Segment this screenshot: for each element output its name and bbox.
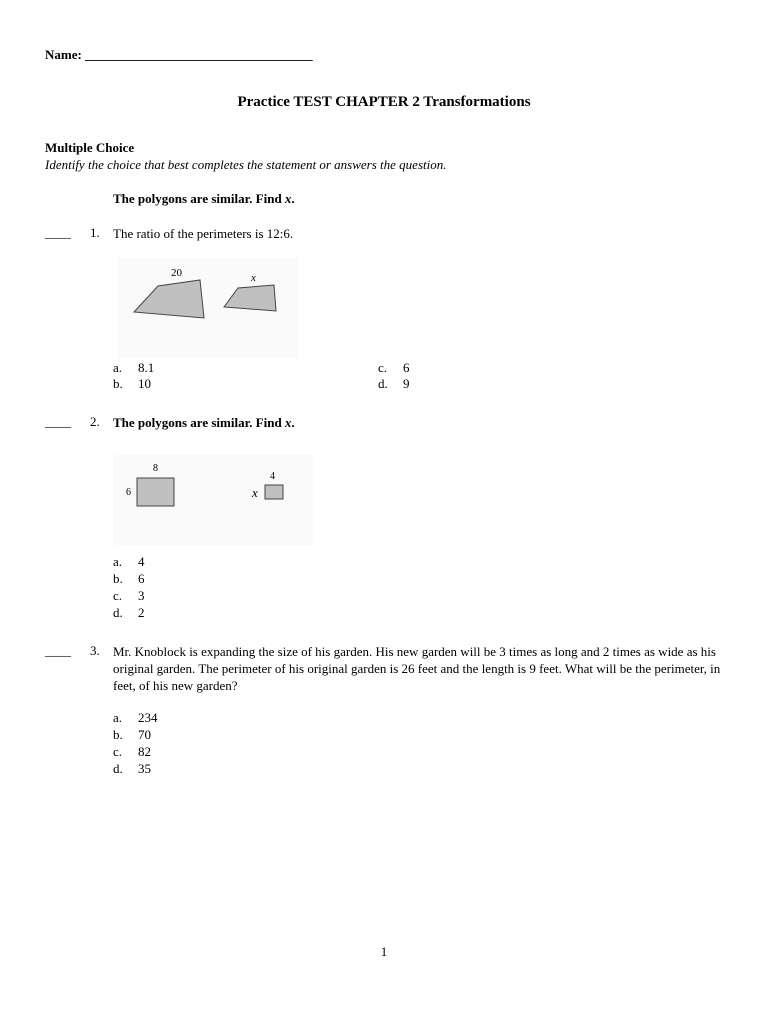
answer-blank: ____ <box>45 225 71 240</box>
figure-label: x <box>251 272 256 284</box>
option-c[interactable] <box>113 744 151 760</box>
option-value: 6 <box>403 360 410 375</box>
figure-label: x <box>252 485 258 500</box>
page-number: 1 <box>380 944 388 959</box>
option-letter: c. <box>378 360 388 375</box>
section-heading: Multiple Choice <box>45 140 135 155</box>
small-quadrilateral <box>224 285 276 311</box>
question-text: Mr. Knoblock is expanding the size of his garden. His new garden will be 3 times as long and 2 times as wide as his original garden. The perimeter of his original garden is 26 feet and the length is 9 feet. What will be the perimeter, in feet, of his new garden? <box>113 644 721 693</box>
question-text: The polygons are similar. Find x. <box>113 415 295 430</box>
option-d[interactable] <box>113 605 145 621</box>
large-quadrilateral <box>134 280 204 318</box>
answer-blank: ____ <box>45 643 71 658</box>
question-text: The ratio of the perimeters is 12:6. <box>113 226 294 241</box>
large-rectangle <box>137 478 174 506</box>
option-letter: d. <box>378 376 388 391</box>
answer-blank: ____ <box>45 414 71 429</box>
figure-label: 20 <box>171 267 182 279</box>
option-value: 234 <box>138 710 158 725</box>
option-letter: a. <box>113 710 123 725</box>
option-letter: d. <box>113 605 123 620</box>
name-blank: ___________________________________ <box>85 47 313 62</box>
option-letter: b. <box>113 727 123 742</box>
option-value: 9 <box>403 376 410 391</box>
question-number: 3. <box>90 643 100 658</box>
question-number: 2. <box>90 414 100 429</box>
option-letter: c. <box>113 588 123 603</box>
section-instruction: Identify the choice that best completes the statement or answers the question. <box>45 157 447 172</box>
option-value: 2 <box>138 605 145 620</box>
option-letter: b. <box>113 376 123 391</box>
option-a[interactable] <box>113 554 145 570</box>
option-letter: b. <box>113 571 123 586</box>
question-2-figure <box>113 455 313 545</box>
option-letter: d. <box>113 761 123 776</box>
figure-label: 4 <box>270 471 275 482</box>
option-a[interactable] <box>113 710 158 726</box>
option-letter: c. <box>113 744 123 759</box>
option-letter: a. <box>113 554 123 569</box>
question-intro: The polygons are similar. Find x. <box>113 191 295 206</box>
question-number: 1. <box>90 225 100 240</box>
small-rectangle <box>265 485 283 499</box>
option-value: 70 <box>138 727 151 742</box>
figure-label: 8 <box>153 463 158 474</box>
option-value: 6 <box>138 571 145 586</box>
option-b[interactable] <box>113 727 151 743</box>
option-value: 10 <box>138 376 151 391</box>
option-c[interactable] <box>113 588 145 604</box>
option-value: 4 <box>138 554 145 569</box>
option-a[interactable] <box>113 360 154 376</box>
figure-label: 6 <box>126 487 131 498</box>
option-letter: a. <box>113 360 123 375</box>
name-label: Name: <box>45 47 82 62</box>
option-value: 82 <box>138 744 151 759</box>
page-title: Practice TEST CHAPTER 2 Transformations <box>237 94 531 110</box>
option-b[interactable] <box>113 571 145 587</box>
option-value: 35 <box>138 761 151 776</box>
option-b[interactable] <box>113 376 151 392</box>
name-field-line <box>45 47 313 63</box>
option-value: 8.1 <box>138 360 155 375</box>
option-c[interactable] <box>378 360 410 376</box>
question-1-figure <box>118 258 298 358</box>
option-value: 3 <box>138 588 145 603</box>
option-d[interactable] <box>378 376 410 392</box>
option-d[interactable] <box>113 761 151 777</box>
